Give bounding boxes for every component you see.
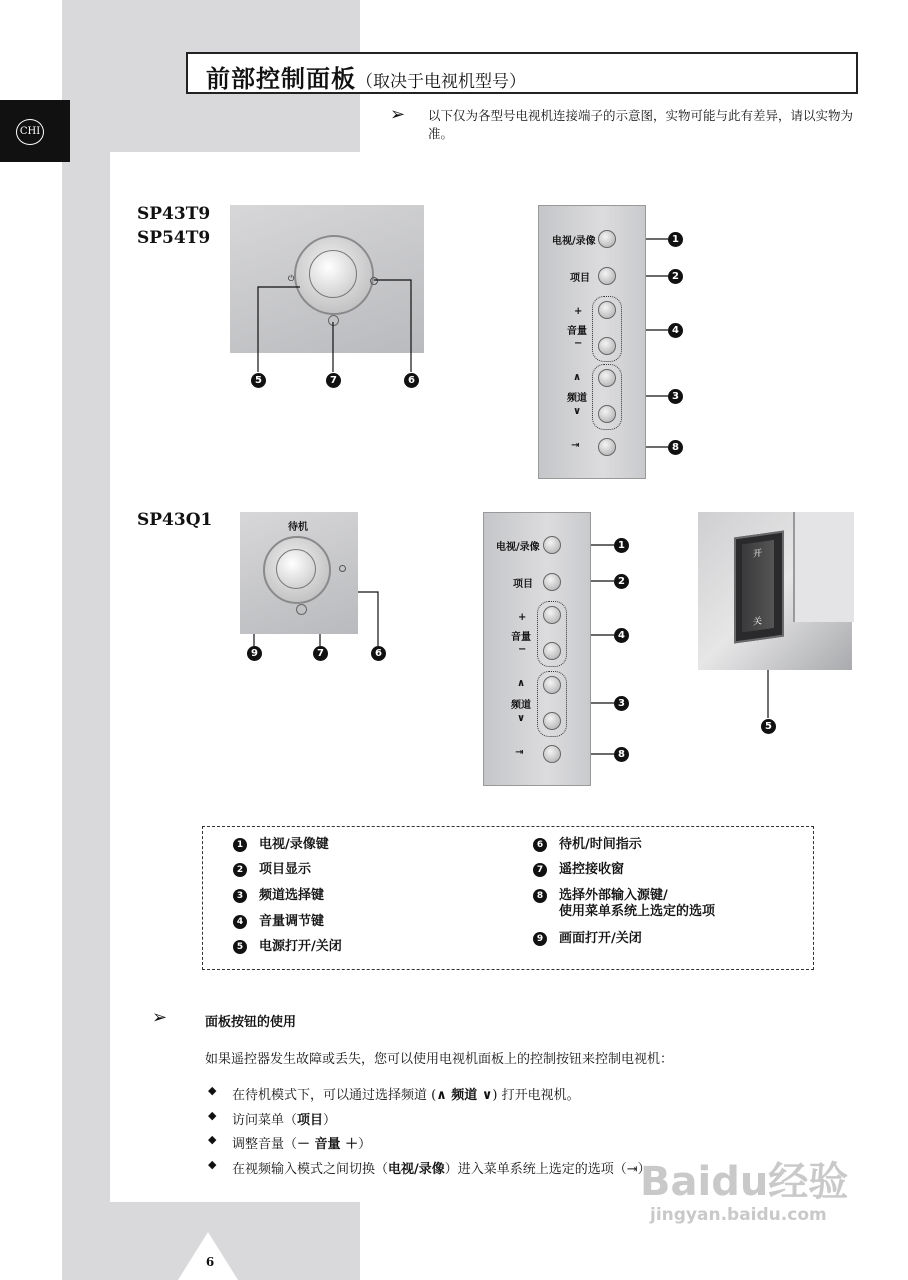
model1-callout-7: 7 bbox=[326, 373, 341, 388]
legend-item-4 bbox=[236, 914, 325, 930]
model2-callout-1: 1 bbox=[614, 538, 629, 553]
bullet-mark-1: ◆ bbox=[208, 1084, 217, 1097]
model1-tv-video-button[interactable] bbox=[598, 230, 616, 248]
model2-tv-video-button[interactable] bbox=[543, 536, 561, 554]
model2-source-button[interactable] bbox=[543, 745, 561, 763]
switch-off-label: 关 bbox=[753, 616, 763, 628]
model1-callout-8: 8 bbox=[668, 440, 683, 455]
legend-text-7: 遥控接收窗 bbox=[559, 862, 625, 877]
model1-label-minus: − bbox=[574, 338, 583, 349]
model2-callout-3: 3 bbox=[614, 696, 629, 711]
bullet-3 bbox=[208, 1133, 372, 1152]
model1-label-plus: + bbox=[574, 306, 583, 317]
model1-label-up: ∧ bbox=[573, 372, 582, 383]
model1-source-button[interactable] bbox=[598, 438, 616, 456]
legend-num-4: 4 bbox=[233, 915, 247, 929]
bullet-3-b: － 音量 ＋ bbox=[297, 1137, 359, 1152]
bullet-1-c: ) 打开电视机。 bbox=[492, 1088, 580, 1103]
legend-num-2: 2 bbox=[233, 863, 247, 877]
watermark-logo: Baidu经验 bbox=[640, 1159, 849, 1205]
bullet-2 bbox=[208, 1109, 337, 1128]
note-text: 以下仅为各型号电视机连接端子的示意图，实物可能与此有差异，请以实物为准。 bbox=[428, 108, 854, 141]
title-sub: （取决于电视机型号） bbox=[356, 72, 526, 92]
model1-channel-down-button[interactable] bbox=[598, 405, 616, 423]
model2-volume-up-button[interactable] bbox=[543, 606, 561, 624]
model1-volume-down-button[interactable] bbox=[598, 337, 616, 355]
legend-item-8 bbox=[536, 888, 668, 904]
bullet-3-a: 调整音量（ bbox=[232, 1137, 298, 1152]
bullet-2-b: 项目 bbox=[297, 1113, 324, 1128]
model1-label-volume: 音量 bbox=[567, 326, 587, 337]
model2-label-minus: − bbox=[518, 644, 527, 655]
model2-callout-7: 7 bbox=[313, 646, 328, 661]
model1-menu-button[interactable] bbox=[598, 267, 616, 285]
power-switch-rocker bbox=[742, 540, 774, 632]
model2-channel-down-button[interactable] bbox=[543, 712, 561, 730]
model1-volume-up-button[interactable] bbox=[598, 301, 616, 319]
legend-text-5: 电源打开/关闭 bbox=[259, 939, 342, 954]
legend-text-9: 画面打开/关闭 bbox=[559, 931, 642, 946]
legend-text-8: 选择外部输入源键/ bbox=[559, 888, 668, 903]
model1-callout-1: 1 bbox=[668, 232, 683, 247]
page-number: 6 bbox=[205, 1255, 215, 1269]
model2-callout-4: 4 bbox=[614, 628, 629, 643]
model1-callout-4: 4 bbox=[668, 323, 683, 338]
model2-power-button bbox=[276, 549, 316, 589]
legend-num-5: 5 bbox=[233, 940, 247, 954]
bullet-mark-4: ◆ bbox=[208, 1158, 217, 1171]
model2-label-down: ∨ bbox=[517, 713, 526, 724]
bullet-1 bbox=[208, 1084, 580, 1103]
switch-housing bbox=[793, 512, 854, 622]
legend-item-7 bbox=[536, 862, 625, 878]
model2-callout-9: 9 bbox=[247, 646, 262, 661]
model2-channel-up-button[interactable] bbox=[543, 676, 561, 694]
watermark bbox=[640, 1160, 848, 1226]
model2-source-icon: ⇥ bbox=[515, 747, 524, 758]
legend-box bbox=[202, 826, 814, 970]
model2-remote-sensor bbox=[296, 604, 307, 615]
model1-callout-3: 3 bbox=[668, 389, 683, 404]
legend-num-7: 7 bbox=[533, 863, 547, 877]
model1-source-icon: ⇥ bbox=[571, 440, 580, 451]
model1-label-tv-video: 电视/录像 bbox=[552, 236, 596, 247]
model2-label-tv-video: 电视/录像 bbox=[496, 542, 540, 553]
legend-item-8b bbox=[559, 904, 715, 920]
section-arrow-icon: ➢ bbox=[152, 1007, 168, 1028]
model2-front-panel bbox=[240, 512, 358, 634]
legend-num-3: 3 bbox=[233, 889, 247, 903]
power-switch bbox=[734, 530, 784, 643]
title-main: 前部控制面板 bbox=[206, 64, 356, 93]
language-badge: CHI bbox=[16, 119, 44, 145]
switch-callout-5: 5 bbox=[761, 719, 776, 734]
intro-paragraph: 如果遥控器发生故障或丢失，您可以使用电视机面板上的控制按钮来控制电视机： bbox=[205, 1052, 674, 1067]
model1-label-down: ∨ bbox=[573, 406, 582, 417]
model2-callout-6: 6 bbox=[371, 646, 386, 661]
bullet-1-b: ∧ 频道 ∨ bbox=[436, 1088, 493, 1103]
section-title: 面板按钮的使用 bbox=[205, 1015, 297, 1030]
model2-menu-button[interactable] bbox=[543, 573, 561, 591]
model1-callout-2: 2 bbox=[668, 269, 683, 284]
legend-item-5 bbox=[236, 939, 342, 955]
bullet-2-a: 访问菜单（ bbox=[232, 1113, 298, 1128]
watermark-url: jingyan.baidu.com bbox=[650, 1205, 827, 1225]
bullet-4 bbox=[208, 1158, 651, 1177]
legend-text-1: 电视/录像键 bbox=[259, 837, 329, 852]
legend-text-2: 项目显示 bbox=[259, 862, 312, 877]
legend-text-6: 待机/时间指示 bbox=[559, 837, 642, 852]
legend-text-3: 频道选择键 bbox=[259, 888, 325, 903]
model2-label-channel: 频道 bbox=[511, 700, 531, 711]
legend-item-9 bbox=[536, 931, 642, 947]
legend-num-6: 6 bbox=[533, 838, 547, 852]
model2-label-up: ∧ bbox=[517, 678, 526, 689]
bullet-mark-3: ◆ bbox=[208, 1133, 217, 1146]
model2-indicator bbox=[339, 565, 346, 572]
model1-power-icon: ⏻ bbox=[288, 274, 295, 283]
bullet-1-a: 在待机模式下，可以通过选择频道 ( bbox=[232, 1088, 437, 1103]
legend-text-8b: 使用菜单系统上选定的选项 bbox=[559, 904, 716, 919]
bullet-mark-2: ◆ bbox=[208, 1109, 217, 1122]
model2-label-plus: + bbox=[518, 612, 527, 623]
model1-line2: SP54T9 bbox=[137, 228, 211, 248]
model1-channel-up-button[interactable] bbox=[598, 369, 616, 387]
legend-item-1 bbox=[236, 837, 329, 853]
model1-line1: SP43T9 bbox=[137, 204, 211, 224]
model1-callout-5: 5 bbox=[251, 373, 266, 388]
model1-callout-6: 6 bbox=[404, 373, 419, 388]
model2-label-menu: 项目 bbox=[513, 579, 533, 590]
legend-num-8: 8 bbox=[533, 889, 547, 903]
bullet-2-c: ） bbox=[323, 1113, 337, 1128]
power-switch-photo bbox=[698, 512, 852, 670]
legend-item-2 bbox=[236, 862, 312, 878]
legend-item-6 bbox=[536, 837, 642, 853]
bullet-4-a: 在视频输入模式之间切换（ bbox=[232, 1162, 389, 1177]
note-arrow-icon: ➢ bbox=[390, 104, 406, 125]
bullet-3-c: ） bbox=[358, 1137, 372, 1152]
legend-num-1: 1 bbox=[233, 838, 247, 852]
model2-callout-8: 8 bbox=[614, 747, 629, 762]
legend-text-4: 音量调节键 bbox=[259, 914, 325, 929]
model2-volume-down-button[interactable] bbox=[543, 642, 561, 660]
model2-standby-label: 待机 bbox=[288, 522, 308, 533]
model1-label-menu: 项目 bbox=[570, 273, 590, 284]
model2-label-volume: 音量 bbox=[511, 632, 531, 643]
legend-num-9: 9 bbox=[533, 932, 547, 946]
model2-label: SP43Q1 bbox=[137, 510, 213, 530]
legend-item-3 bbox=[236, 888, 325, 904]
bullet-4-b: 电视/录像 bbox=[388, 1162, 445, 1177]
model2-callout-2: 2 bbox=[614, 574, 629, 589]
bullet-4-c: ）进入菜单系统上选定的选项（⇥） bbox=[444, 1162, 651, 1177]
model1-label-channel: 频道 bbox=[567, 393, 587, 404]
switch-on-label: 开 bbox=[753, 548, 763, 560]
